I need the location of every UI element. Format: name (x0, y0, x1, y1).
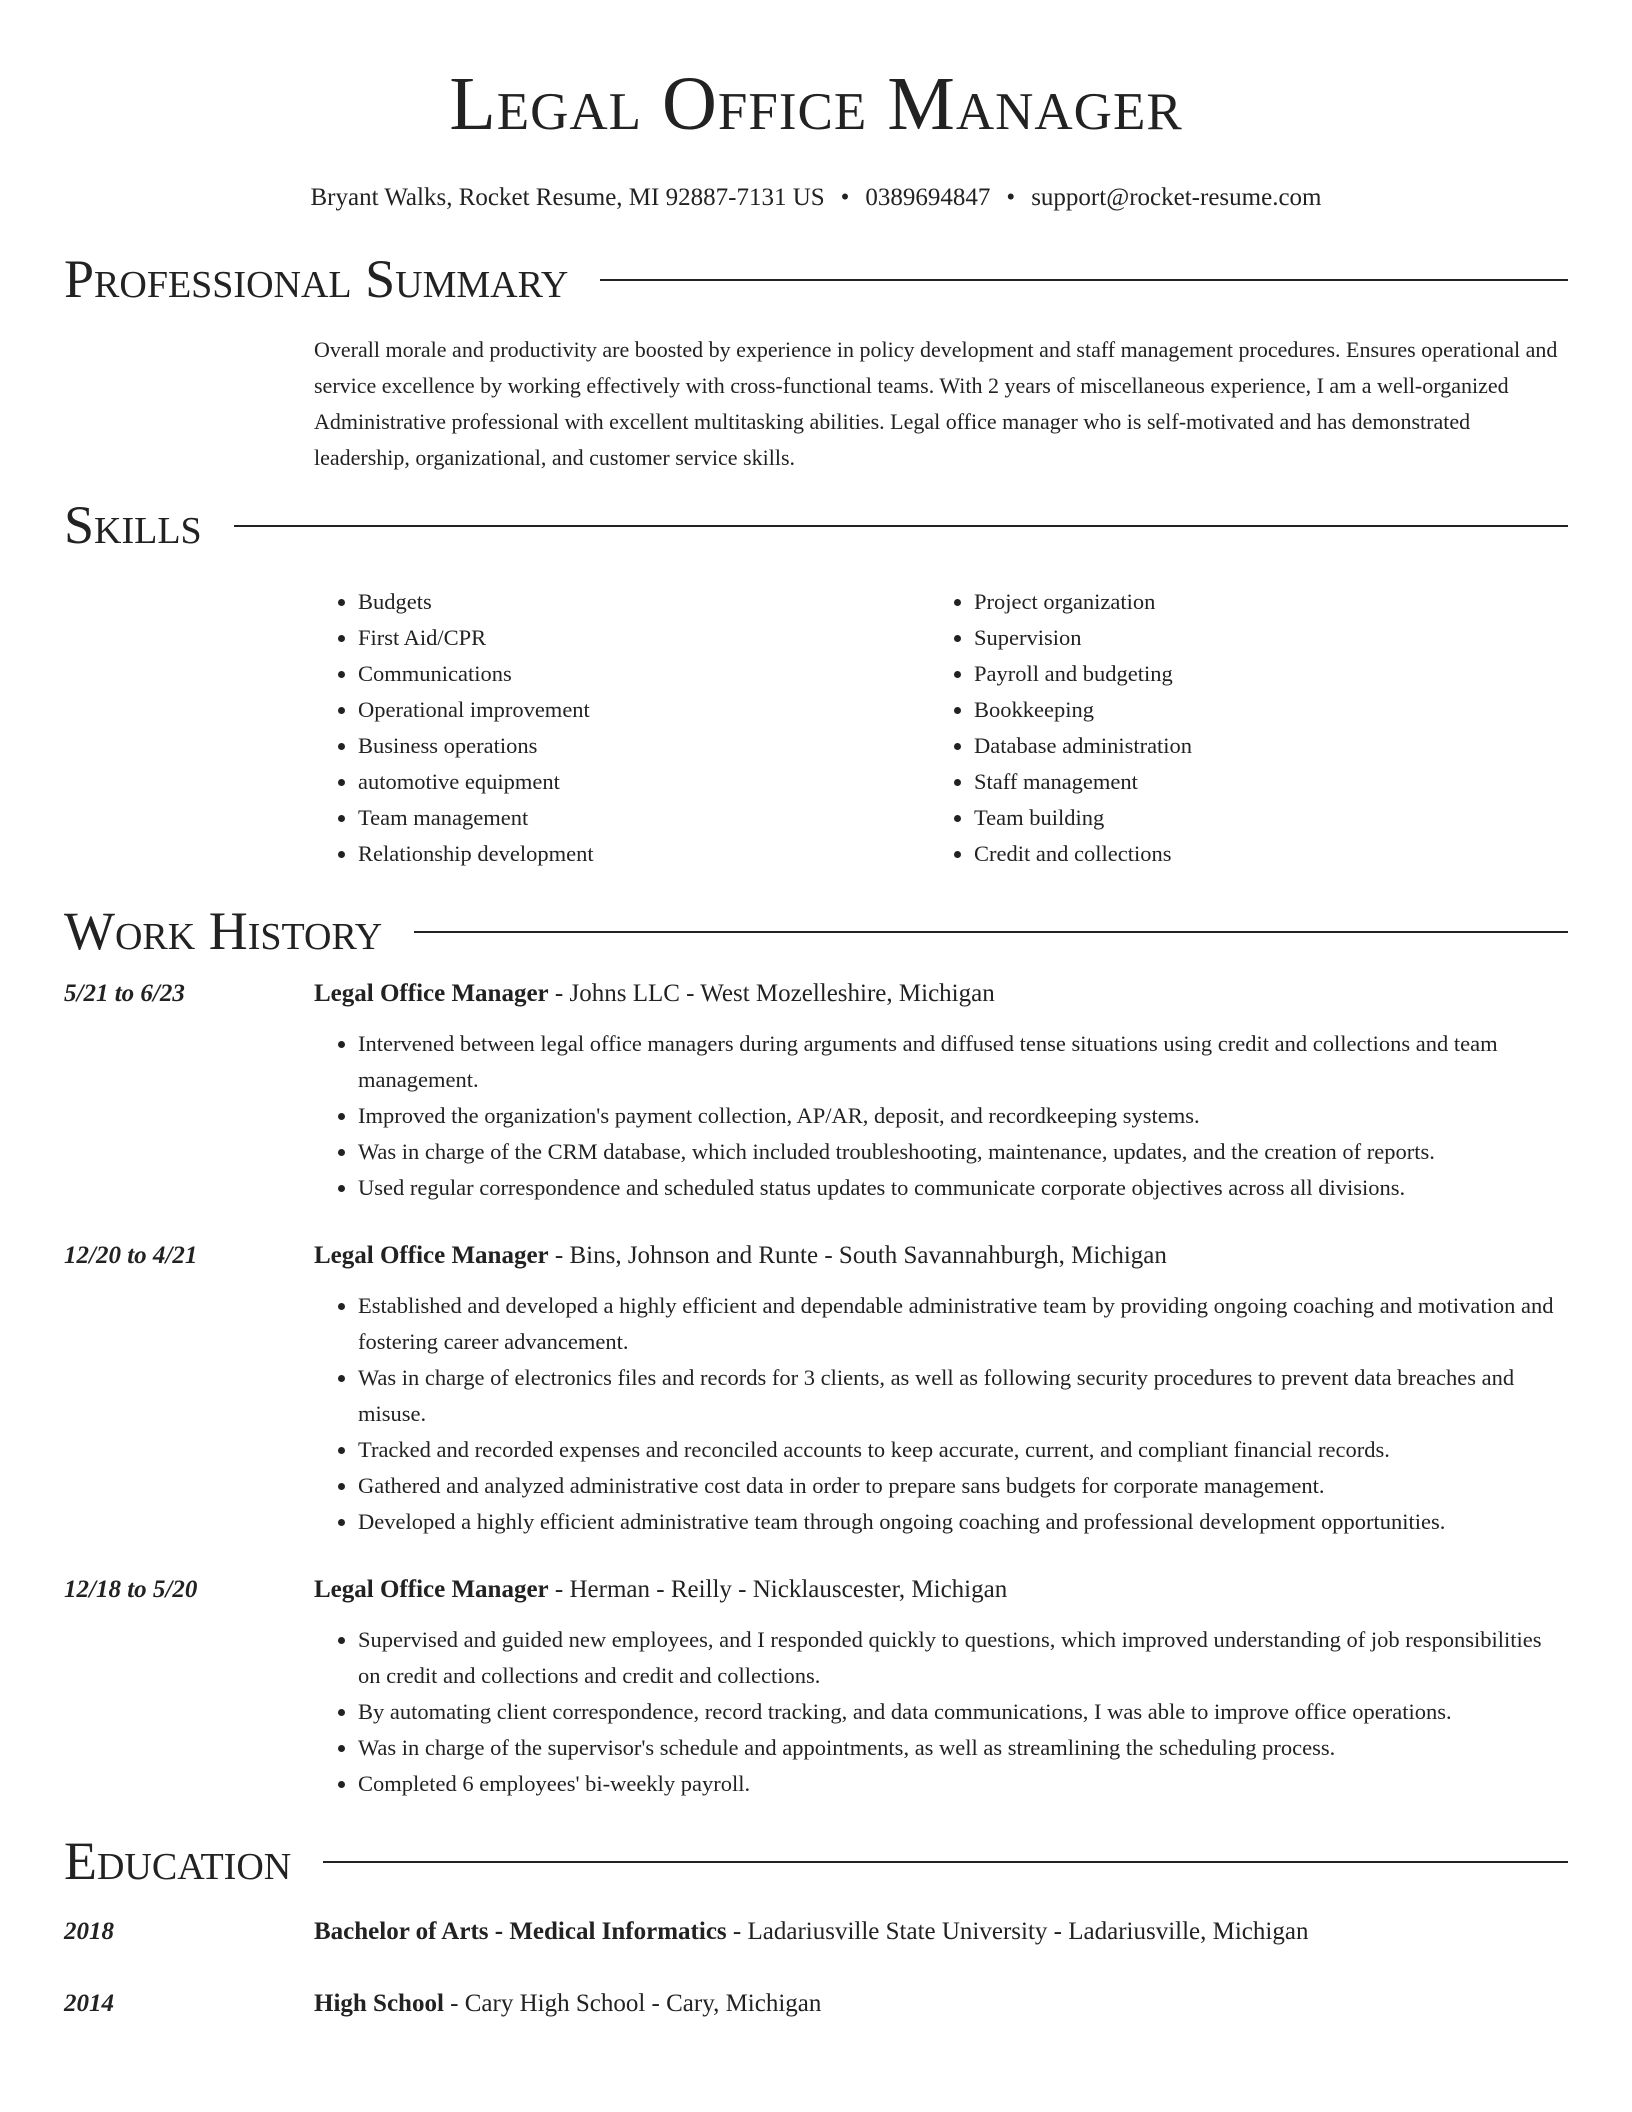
section-divider (234, 525, 1568, 527)
job-entry (64, 1572, 1568, 1802)
job-bullet: • Gathered and analyzed administrative cost data in order to prepare sans budgets for corporate management. (358, 1468, 1568, 1504)
job-title: Legal Office Manager (314, 1242, 549, 1269)
skill-item: • Budgets (358, 584, 930, 620)
skill-item: • Business operations (358, 728, 930, 764)
job-title: Legal Office Manager (314, 980, 549, 1007)
job-bullet: • Intervened between legal office managers during arguments and diffused tense situations using credit and collections and team management. (358, 1026, 1568, 1098)
education-year: 2014 (64, 1990, 114, 2017)
section-divider (414, 931, 1568, 933)
job-bullet: • Improved the organization's payment collection, AP/AR, deposit, and recordkeeping systems. (358, 1098, 1568, 1134)
job-bullet: • By automating client correspondence, record tracking, and data communications, I was able to improve office operations. (358, 1694, 1568, 1730)
contact-separator: • (1006, 184, 1016, 211)
skill-item: • Project organization (974, 584, 1546, 620)
education-degree: High School (314, 1990, 444, 2017)
summary-text: Overall morale and productivity are boosted by experience in policy development and staff management procedures. Ensures operational and service excellence by working effectively with cross-functional teams. With 2 years of miscellaneous experience, I am a well-organized Administrative professional with excellent multitasking abilities. Legal office manager who is self-motivated and has demonstrated leadership, organizational, and customer service skills. (314, 337, 1558, 470)
education-entry (64, 1986, 1568, 2022)
summary-heading: Professional Summary (64, 249, 569, 309)
job-dates: 12/18 to 5/20 (64, 1576, 198, 1603)
education-details: - Ladariusville State University - Ladariusville, Michigan (726, 1918, 1309, 1945)
skill-item: • Relationship development (358, 836, 930, 872)
skill-item: • First Aid/CPR (358, 620, 930, 656)
job-details: - Bins, Johnson and Runte - South Savannahburgh, Michigan (548, 1242, 1167, 1269)
education-year: 2018 (64, 1918, 114, 1945)
job-title: Legal Office Manager (314, 1576, 549, 1603)
job-details: - Johns LLC - West Mozelleshire, Michigan (548, 980, 995, 1007)
skills-heading-row (64, 490, 1568, 560)
section-divider (323, 1861, 1568, 1863)
job-entry (64, 1238, 1568, 1540)
education-heading-line (314, 1914, 1308, 1950)
section-divider (600, 279, 1568, 281)
education-section (64, 1826, 1568, 2022)
job-details: - Herman - Reilly - Nicklauscester, Michigan (548, 1576, 1008, 1603)
job-bullet: • Developed a highly efficient administrative team through ongoing coaching and professional development opportunities. (358, 1504, 1568, 1540)
skill-item: • Team building (974, 800, 1546, 836)
job-dates: 5/21 to 6/23 (64, 980, 185, 1007)
job-entry (64, 976, 1568, 1206)
education-heading: Education (64, 1831, 292, 1891)
skill-item: • Communications (358, 656, 930, 692)
job-bullet: • Tracked and recorded expenses and reconciled accounts to keep accurate, current, and compliant financial records. (358, 1432, 1568, 1468)
skill-item: • Credit and collections (974, 836, 1546, 872)
work-history-heading-row (64, 896, 1568, 966)
work-history-section (64, 896, 1568, 1802)
skill-item: • Payroll and budgeting (974, 656, 1546, 692)
skill-item: • automotive equipment (358, 764, 930, 800)
skills-section (64, 490, 1568, 872)
contact-phone: 0389694847 (865, 184, 991, 211)
job-bullet: • Used regular correspondence and scheduled status updates to communicate corporate objectives across all divisions. (358, 1170, 1568, 1206)
contact-address: Bryant Walks, Rocket Resume, MI 92887-7131 US (310, 184, 825, 211)
education-entry (64, 1914, 1568, 1950)
skills-grid (314, 584, 1568, 872)
contact-email: support@rocket-resume.com (1031, 184, 1322, 211)
job-bullet: • Supervised and guided new employees, and I responded quickly to questions, which improved understanding of job responsibilities on credit and collections and credit and collections. (358, 1622, 1568, 1694)
skill-item: • Database administration (974, 728, 1546, 764)
job-header (64, 1572, 1568, 1608)
education-heading-row (64, 1826, 1568, 1896)
job-dates: 12/20 to 4/21 (64, 1242, 198, 1269)
contact-separator: • (840, 184, 850, 211)
job-bullet-list (314, 1288, 1568, 1540)
skills-heading: Skills (64, 495, 202, 555)
job-header (64, 1238, 1568, 1274)
resume-page (64, 0, 1568, 2022)
job-heading (314, 976, 995, 1012)
job-bullet-list (314, 1622, 1568, 1802)
education-heading-line (314, 1986, 821, 2022)
skill-item: • Bookkeeping (974, 692, 1546, 728)
job-bullet: • Was in charge of the supervisor's schedule and appointments, as well as streamlining the scheduling process. (358, 1730, 1568, 1766)
skills-column-right (930, 584, 1546, 872)
summary-section (64, 244, 1568, 476)
education-degree: Bachelor of Arts - Medical Informatics (314, 1918, 727, 1945)
job-header (64, 976, 1568, 1012)
skill-item: • Operational improvement (358, 692, 930, 728)
skill-item: • Team management (358, 800, 930, 836)
resume-title: Legal Office Manager (449, 62, 1183, 146)
education-details: - Cary High School - Cary, Michigan (443, 1990, 822, 2017)
summary-heading-row (64, 244, 1568, 314)
job-bullet: • Was in charge of electronics files and records for 3 clients, as well as following security procedures to prevent data breaches and misuse. (358, 1360, 1568, 1432)
skill-item: • Supervision (974, 620, 1546, 656)
job-bullet: • Established and developed a highly efficient and dependable administrative team by providing ongoing coaching and motivation and fostering career advancement. (358, 1288, 1568, 1360)
job-bullet: • Completed 6 employees' bi-weekly payroll. (358, 1766, 1568, 1802)
job-heading (314, 1572, 1007, 1608)
skills-column-left (314, 584, 930, 872)
skill-item: • Staff management (974, 764, 1546, 800)
work-history-heading: Work History (64, 901, 383, 961)
job-heading (314, 1238, 1167, 1274)
job-bullet-list (314, 1026, 1568, 1206)
job-bullet: • Was in charge of the CRM database, which included troubleshooting, maintenance, updates, and the creation of reports. (358, 1134, 1568, 1170)
contact-line (64, 182, 1568, 214)
